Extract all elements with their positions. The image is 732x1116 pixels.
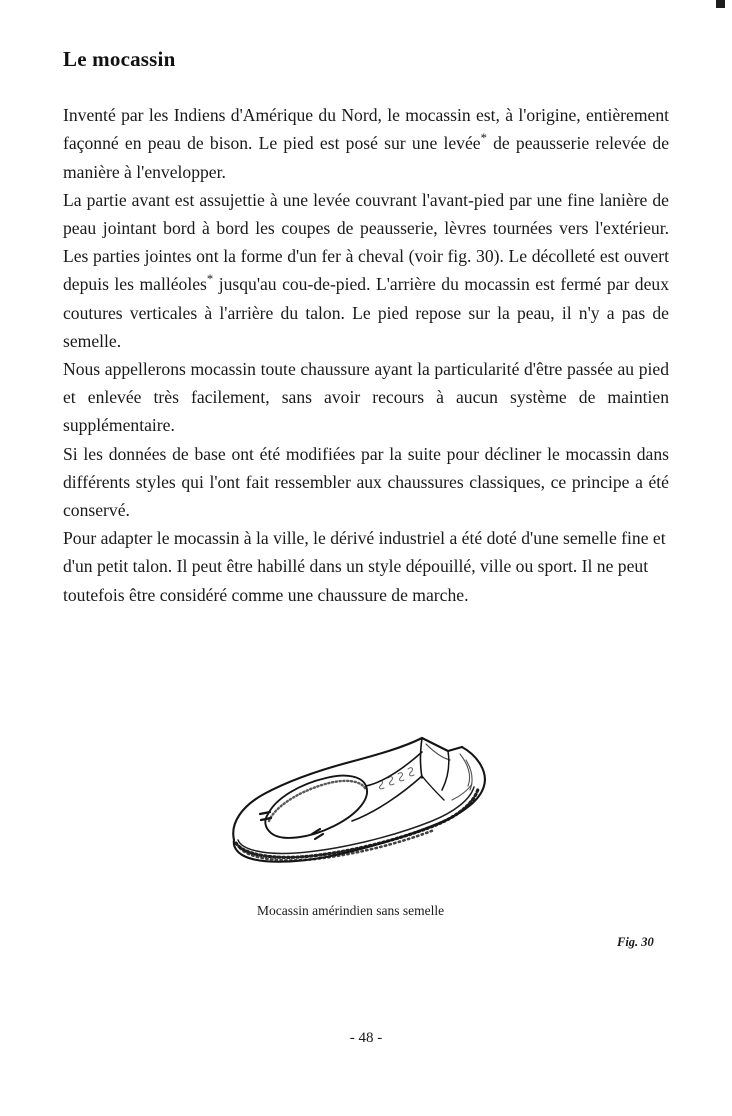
scan-artifact-mark: [716, 0, 725, 8]
paragraph-1: Inventé par les Indiens d'Amérique du Nord, le mocassin est, à l'origine, entièrement façonné en peau de bison. Le pied est posé sur une levée* de peausserie relevée de manière à l'envelopper.: [63, 105, 669, 182]
moccasin-illustration-icon: [216, 690, 516, 885]
figure-block: [0, 690, 732, 949]
page-content-column: [63, 0, 669, 609]
figure-number-label: Fig. 30: [617, 935, 654, 949]
page-title: Le mocassin: [63, 47, 176, 71]
paragraph-2: La partie avant est assujettie à une levée couvrant l'avant-pied par une fine lanière de peau jointant bord à bord les coupes de peausserie, lèvres tournées vers l'extérieur. Les parties jointes ont la forme d'un fer à cheval (voir fig. 30). Le décolleté est ouvert depuis les malléoles* jusqu'au cou-de-pied. L'arrière du mocassin est fermé par deux coutures verticales à l'arrière du talon. Le pied repose sur la peau, il n'y a pas de semelle.: [63, 189, 669, 351]
paragraph-5: Pour adapter le mocassin à la ville, le dérivé industriel a été doté d'une semelle fine et d'un petit talon. Il peut être habillé dans un style dépouillé, ville ou sport. Il ne peut toutefois être considéré comme une chaussure de marche.: [63, 528, 666, 605]
page-number: - 48 -: [349, 1030, 383, 1046]
body-text-block: [63, 71, 669, 609]
paragraph-3: Nous appellerons mocassin toute chaussure ayant la particularité d'être passée au pied et enlevée très facilement, sans avoir recours à aucun système de maintien supplémentaire.: [63, 358, 669, 436]
paragraph-4: Si les données de base ont été modifiées par la suite pour décliner le mocassin dans différents styles qui l'ont fait ressembler aux chaussures classiques, ce principe a été conservé.: [63, 443, 669, 520]
figure-caption: Mocassin amérindien sans semelle: [257, 903, 445, 918]
